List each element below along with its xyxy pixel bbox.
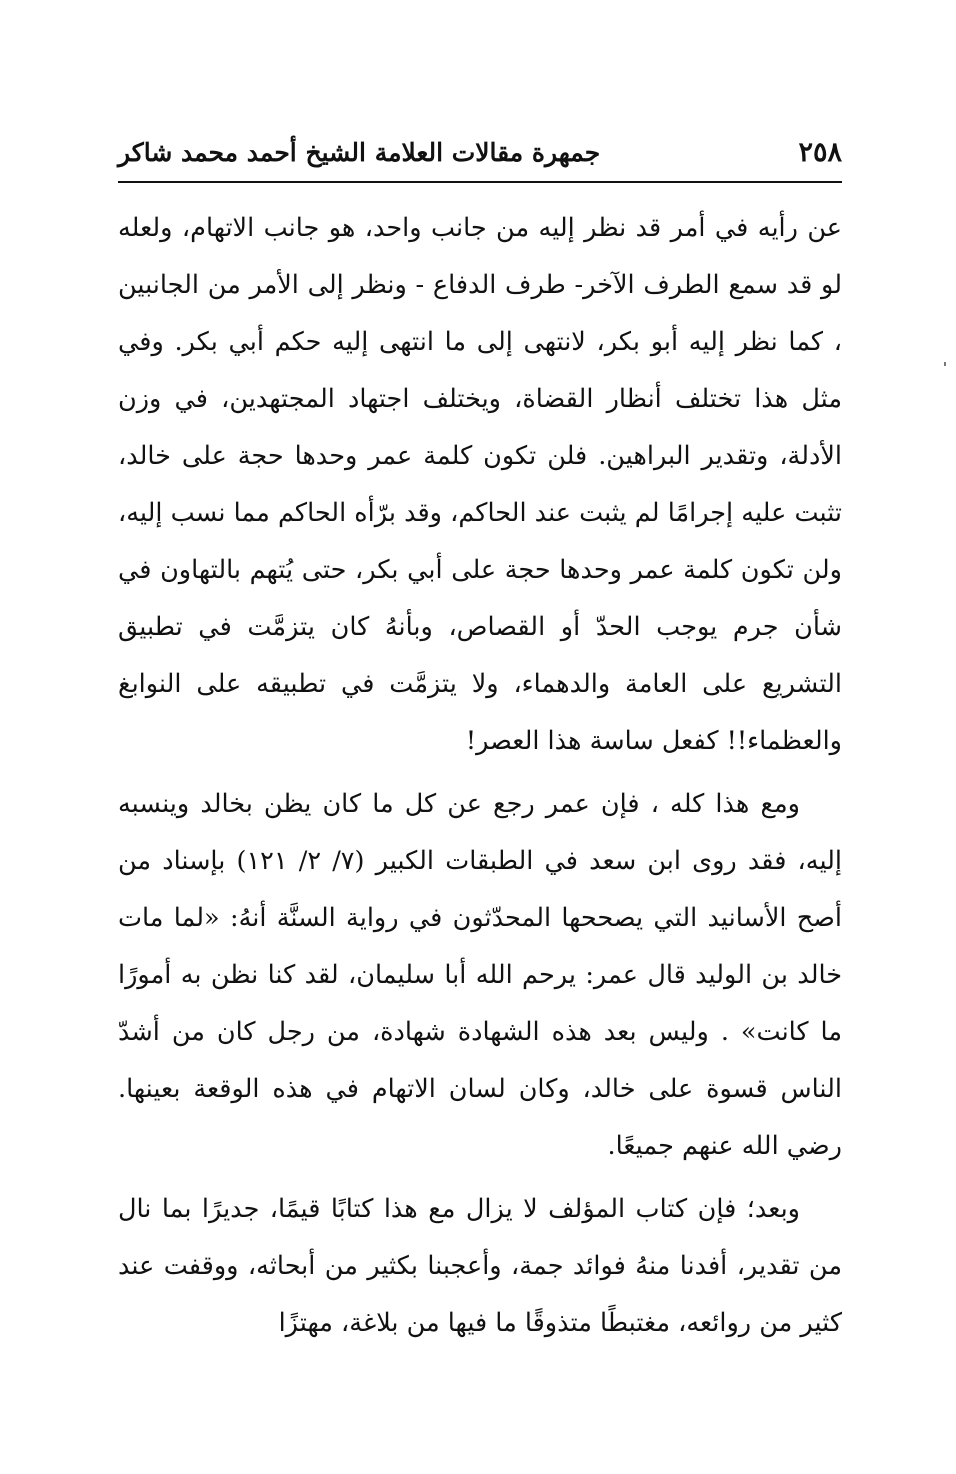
margin-mark (944, 362, 946, 366)
body-text (118, 200, 842, 1352)
book-title: جمهرة مقالات العلامة الشيخ أحمد محمد شاكر (118, 137, 601, 167)
header-rule (118, 181, 842, 183)
running-head (118, 130, 842, 174)
paragraph-1: عن رأيه في أمر قد نظر إليه من جانب واحد، هو جانب الاتهام، ولعله لو قد سمع الطرف الآخر- طرف الدفاع - ونظر إلى الأمر من الجانبين ، كما نظر إليه أبو بكر، لانتهى إلى ما انتهى إليه حكم أبي بكر. وفي مثل هذا تختلف أنظار القضاة، ويختلف اجتهاد المجتهدين، في وزن الأدلة، وتقدير البراهين. فلن تكون كلمة عمر وحدها حجة على خالد، تثبت عليه إجرامًا لم يثبت عند الحاكم، وقد برّأه الحاكم مما نسب إليه، ولن تكون كلمة عمر وحدها حجة على أبي بكر، حتى يُتهم بالتهاون في شأن جرم يوجب الحدّ أو القصاص، وبأنهُ كان يتزمَّت في تطبيق التشريع على العامة والدهماء، ولا يتزمَّت في تطبيقه على النوابغ والعظماء!! كفعل ساسة هذا العصر! (118, 213, 842, 756)
paragraph-3: وبعد؛ فإن كتاب المؤلف لا يزال مع هذا كتابًا قيمًا، جديرًا بما نال من تقدير، أفدنا منهُ فوائد جمة، وأعجبنا بكثير من أبحاثه، ووقفت عند كثير من روائعه، مغتبطًا متذوقًا ما فيها من بلاغة، مهتزًا (118, 1194, 842, 1338)
paragraph-2: ومع هذا كله ، فإن عمر رجع عن كل ما كان يظن بخالد وينسبه إليه، فقد روى ابن سعد في الطبقات الكبير (٧/ ٢/ ١٢١) بإسناد من أصح الأسانيد التي يصححها المحدّثون في رواية السنَّة أنهُ: «لما مات خالد بن الوليد قال عمر: يرحم الله أبا سليمان، لقد كنا نظن به أمورًا ما كانت» . وليس بعد هذه الشهادة شهادة، من رجل كان من أشدّ الناس قسوة على خالد، وكان لسان الاتهام في هذه الوقعة بعينها. رضي الله عنهم جميعًا. (118, 789, 843, 1161)
page-number: ٢٥٨ (798, 136, 842, 168)
